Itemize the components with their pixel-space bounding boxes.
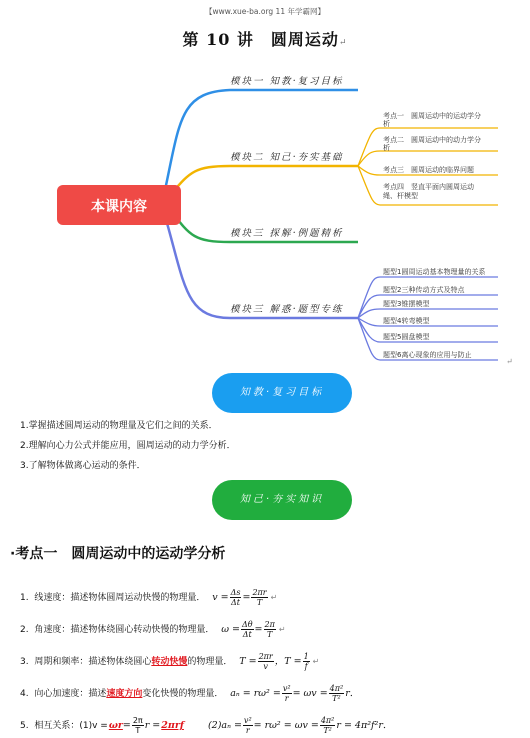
point-label-3: 考点三 圆周运动的临界问题 [383, 166, 474, 174]
type-label-1: 题型1圆周运动基本物理量的关系 [383, 268, 486, 276]
goal-item-2: 2.理解向心力公式并能应用，圆周运动的动力学分析． [20, 441, 236, 451]
type-label-6: 题型6离心现象的应用与防止 [383, 351, 472, 359]
type-label-3: 题型3锥摆模型 [383, 300, 430, 308]
paragraph-mark-icon: ↵ [506, 357, 513, 366]
highlight-text: 速度方向 [106, 689, 143, 699]
type-label-5: 题型5圆盘模型 [383, 333, 430, 341]
center-node-label: 本课内容 [91, 199, 147, 215]
source-header: 【www.xue-ba.org 11 年学霸网】 [205, 7, 325, 16]
item-linear-velocity: 1. 线速度：描述物体圆周运动快慢的物理量． v = $\frac{\Delta s}{\Delta t}$ = $\frac{2\pi r}{T}$ ↵ [20, 588, 278, 607]
branch-line-1 [165, 90, 358, 190]
item-relationships: 5. 相互关系：(1)v =ωr= $\frac{2\pi}{T}$ r =2πrf (2)aₙ = $\frac{\text{v²}}{r}$ = rω² = ωv = $\frac{\text{4π²}}{\text{T²}}$ r = 4π²f²r． [20, 716, 393, 735]
item-period-frequency: 3. 周期和频率：描述物体绕圆心转动快慢的物理量． T = $\frac{2\pi r}{v}$ ，T = $\frac{1}{f}$ ↵ [20, 652, 320, 671]
module-label-4: 模块三 解惑·题型专练 [230, 304, 344, 315]
type-label-2: 题型2三种传动方式及特点 [383, 286, 465, 294]
point-label-4: 考点四 竖直平面内圆周运动绳、杆模型 [383, 183, 474, 200]
section-pill-basics: 知己·夯实知识 [212, 480, 352, 520]
module-label-2: 模块二 知己·夯实基础 [230, 152, 344, 163]
section-heading: ·考点一 圆周运动中的运动学分析 [10, 546, 226, 562]
paragraph-mark-icon: ↵ [338, 38, 348, 48]
highlight-text: 转动快慢 [151, 657, 188, 667]
page-title: 第 10 讲 圆周运动↵ [182, 30, 348, 49]
item-angular-velocity: 2. 角速度：描述物体绕圆心转动快慢的物理量． ω = $\frac{\Delta\theta}{\Delta t}$ = $\frac{2\pi}{T}$ ↵ [20, 620, 286, 639]
mindmap [0, 62, 530, 367]
point-label-1: 考点一 圆周运动中的运动学分析 [383, 112, 481, 128]
goal-item-1: 1.掌握描述圆周运动的物理量及它们之间的关系． [20, 421, 218, 431]
section-pill-goals: 知教·复习目标 [212, 373, 352, 413]
goal-item-3: 3.了解物体做离心运动的条件． [20, 461, 146, 471]
branch-line-2 [172, 166, 358, 193]
type-label-4: 题型4转弯模型 [383, 317, 430, 325]
module-label-1: 模块一 知教·复习目标 [230, 76, 344, 87]
module-label-3: 模块三 探解·例题精析 [230, 228, 344, 239]
point-label-2: 考点二 圆周运动中的动力学分析 [383, 136, 481, 152]
item-centripetal-acceleration: 4. 向心加速度：描述速度方向变化快慢的物理量． aₙ = rω² = $\frac{\text{v²}}{r}$ = ωv = $\frac{\text{4π²}}{\text{T²}}$ r． [20, 684, 360, 703]
